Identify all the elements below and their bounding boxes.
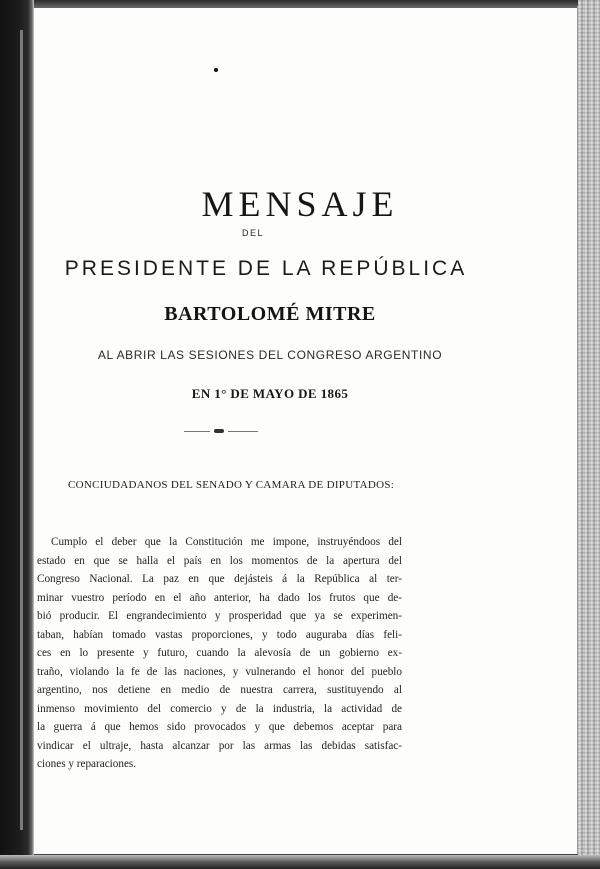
body-paragraph xyxy=(37,533,402,774)
ink-speck xyxy=(214,68,218,72)
body-line: argentino, nos detiene en medio de nuestra carrera, sustituyendo al xyxy=(37,684,402,696)
body-line: Cumplo el deber que la Constitución me impone, instruyéndoos del xyxy=(51,536,402,548)
body-line: taban, habían tomado vastas proporciones, y todo auguraba días feli- xyxy=(37,628,402,641)
salutation: CONCIUDADANOS DEL SENADO Y CAMARA DE DIPUTADOS: xyxy=(68,479,395,491)
body-line: ces en lo presente y futuro, cuando la alevosía de un gobierno ex- xyxy=(37,647,402,659)
president-heading: PRESIDENTE DE LA REPÚBLICA xyxy=(64,257,468,280)
scan-binding-left xyxy=(0,0,34,869)
body-line: minar vuestro período en el año anterior, ha dado los frutos que de- xyxy=(37,591,402,604)
body-line: la guerra á que hemos sido provocados y que debemos aceptar para xyxy=(37,721,402,733)
body-line: Congreso Nacional. La paz en que dejásteis á la República al ter- xyxy=(37,573,402,585)
occasion-line: AL ABRIR LAS SESIONES DEL CONGRESO ARGENTINO xyxy=(97,348,443,362)
body-line: vindicar el ultraje, hasta alcanzar por las armas las debidas satisfac- xyxy=(37,739,402,752)
title-connector-text: DEL xyxy=(241,228,264,238)
body-line: bió producir. El engrandecimiento y prosperidad que ya se experimen- xyxy=(37,610,402,622)
president-name: BARTOLOMÉ MITRE xyxy=(164,303,376,325)
scan-edge-top xyxy=(0,0,600,8)
body-line: estado en que se halla el país en los momentos de la apertura del xyxy=(37,554,402,567)
date-line: EN 1° DE MAYO DE 1865 xyxy=(191,386,349,401)
body-line: ciones y reparaciones. xyxy=(37,758,137,770)
title-connector xyxy=(0,228,460,238)
body-line: inmenso movimiento del comercio y de la industria, la actividad de xyxy=(37,702,402,715)
scan-edge-bottom xyxy=(0,855,600,869)
ornament-divider xyxy=(184,428,258,434)
scan-edge-right xyxy=(578,0,600,869)
scan-binding-line xyxy=(20,30,23,830)
body-line: traño, violando la fe de las naciones, y vulnerando el honor del pueblo xyxy=(37,665,402,678)
document-title: MENSAJE xyxy=(201,184,399,224)
